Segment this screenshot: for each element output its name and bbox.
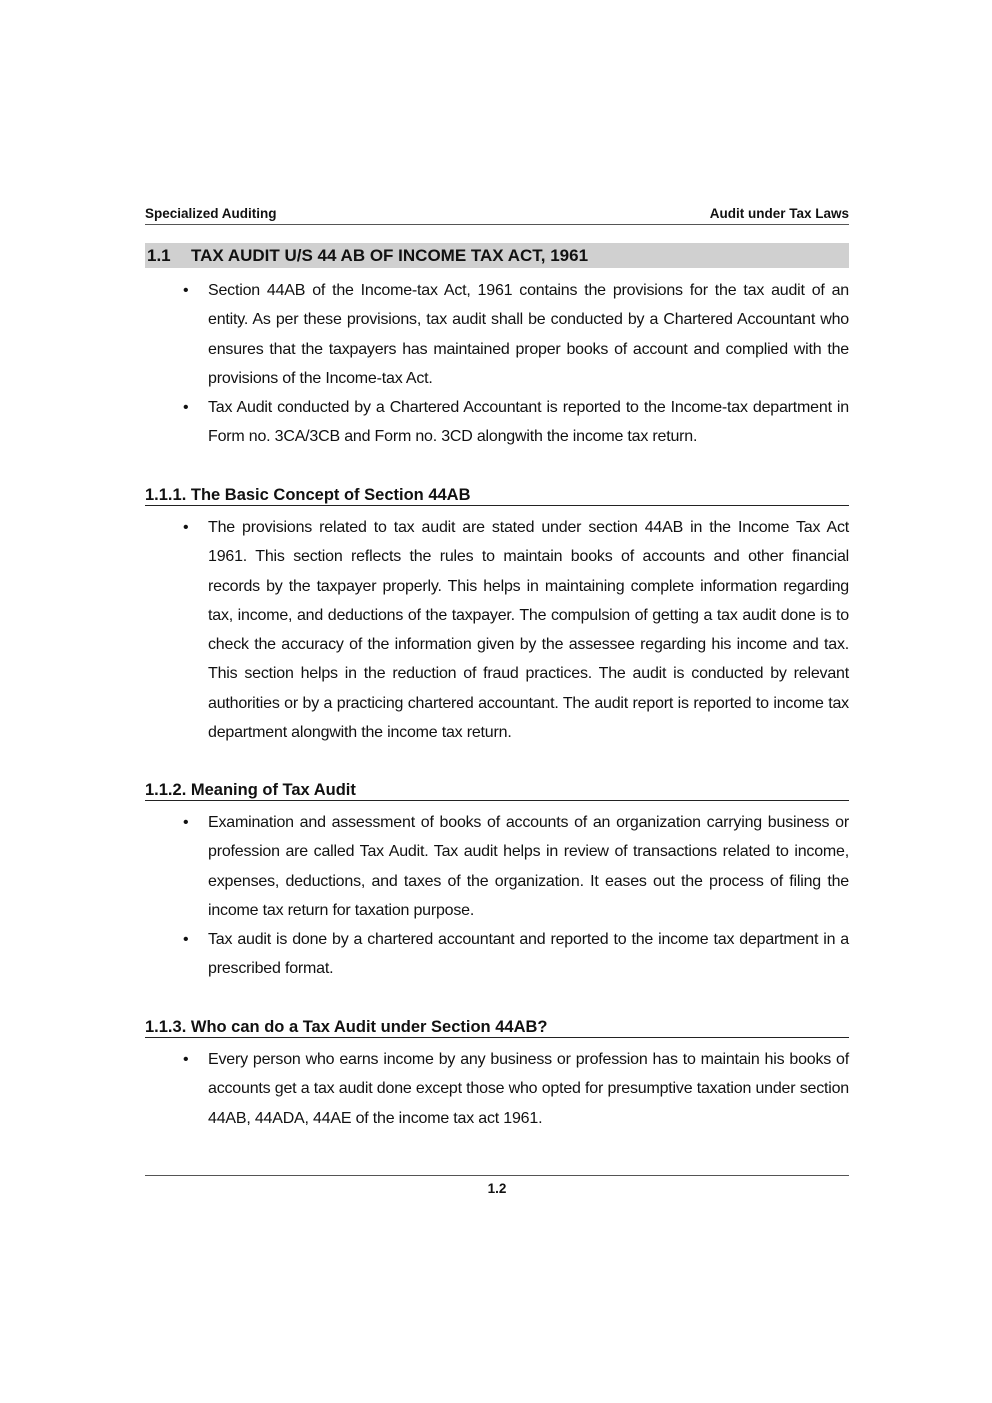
section-title: TAX AUDIT U/S 44 AB OF INCOME TAX ACT, 1961 [191, 246, 589, 265]
bullet-icon: • [183, 282, 189, 299]
list-item: • Tax audit is done by a chartered accountant and reported to the income tax department in a prescribed format. [145, 925, 849, 984]
bullet-icon: • [183, 399, 189, 417]
list-item: • Every person who earns income by any business or profession has to maintain his books of accounts get a tax audit done except those who opted for presumptive taxation under section 44AB, 44ADA, 44AE of the income tax act 1961. [145, 1045, 849, 1133]
section-heading [145, 243, 849, 268]
bullet-icon: • [183, 1051, 189, 1068]
bullet-icon: • [183, 814, 189, 831]
bullet-icon: • [183, 931, 189, 949]
subsection-heading: 1.1.1. The Basic Concept of Section 44AB [145, 485, 849, 506]
list-item: • Section 44AB of the Income-tax Act, 1961 contains the provisions for the tax audit of an entity. As per these provisions, tax audit shall be conducted by a Chartered Accountant who ensures that the taxpayers has maintained proper books of account and complied with the provisions of the Income-tax Act. [145, 276, 849, 393]
running-header [145, 206, 849, 225]
bullet-list [145, 276, 849, 452]
section-number: 1.1 [147, 246, 171, 265]
list-item: • Tax Audit conducted by a Chartered Accountant is reported to the Income-tax department in Form no. 3CA/3CB and Form no. 3CD alongwith the income tax return. [145, 393, 849, 452]
bullet-list [145, 1045, 849, 1133]
footer-rule [145, 1175, 849, 1176]
page-number: 1.2 [487, 1181, 507, 1196]
subsection-heading: 1.1.3. Who can do a Tax Audit under Section 44AB? [145, 1017, 849, 1038]
header-right: Audit under Tax Laws [709, 206, 849, 221]
bullet-list [145, 513, 849, 747]
bullet-list [145, 808, 849, 984]
subsection-heading: 1.1.2. Meaning of Tax Audit [145, 780, 849, 801]
list-item: • The provisions related to tax audit are stated under section 44AB in the Income Tax Act 1961. This section reflects the rules to maintain books of accounts and other financial records by the taxpayer properly. This helps in maintaining complete information regarding tax, income, and deductions of the taxpayer. The compulsion of getting a tax audit done is to check the accuracy of the information given by the assessee regarding his income and tax. This section helps in the reduction of fraud practices. The audit is conducted by relevant authorities or by a practicing chartered accountant. The audit report is reported to income tax department alongwith the income tax return. [145, 513, 849, 747]
list-item: • Examination and assessment of books of accounts of an organization carrying business or profession are called Tax Audit. Tax audit helps in review of transactions related to income, expenses, deductions, and taxes of the organization. It eases out the process of filing the income tax return for taxation purpose. [145, 808, 849, 925]
bullet-icon: • [183, 519, 189, 536]
header-left: Specialized Auditing [145, 206, 277, 221]
